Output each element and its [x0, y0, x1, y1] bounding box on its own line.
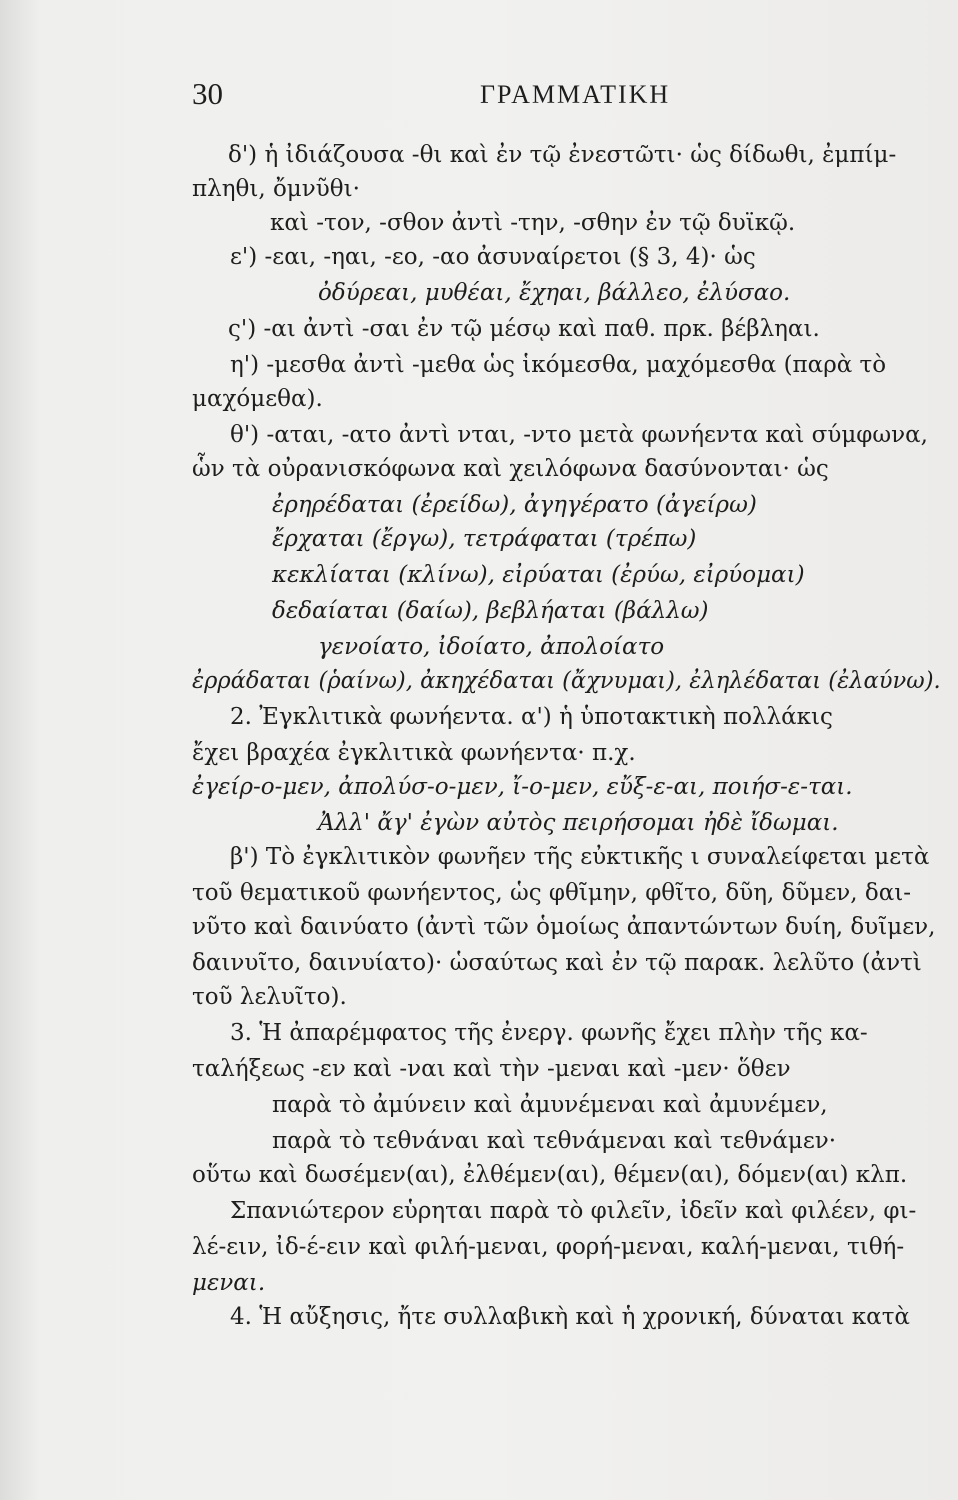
running-title: ΓΡΑΜΜΑΤΙΚΗ [480, 80, 671, 109]
text-line: Ἀλλ' ἄγ' ἐγὼν αὐτὸς πειρήσομαι ἠδὲ ἴδωμαι. [318, 810, 839, 836]
text-line: ὧν τὰ οὐρανισκόφωνα καὶ χειλόφωνα δασύνονται· ὡς [192, 456, 829, 482]
text-line: νῦτο καὶ δαινύατο (ἀντὶ τῶν ὁμοίως ἀπαντώντων δυίη, δυῖμεν, [192, 914, 936, 940]
text-line: τοῦ λελυῖτο). [192, 984, 347, 1010]
text-line: παρὰ τὸ ἀμύνειν καὶ ἀμυνέμεναι καὶ ἀμυνέμεν, [272, 1092, 828, 1118]
text-line: πληθι, ὄμνῦθι· [192, 176, 360, 202]
text-line: δ') ἡ ἰδιάζουσα -θι καὶ ἐν τῷ ἐνεστῶτι· ὡς δίδωθι, ἐμπίμ- [228, 142, 897, 168]
text-line: ε') -εαι, -ηαι, -εο, -αο ἀσυναίρετοι (§ 3, 4)· ὡς [230, 244, 756, 270]
text-line: δαινυῖτο, δαινυίατο)· ὡσαύτως καὶ ἐν τῷ παρακ. λελῦτο (ἀντὶ [192, 950, 922, 976]
section-heading-line: 3. Ἡ ἀπαρέμφατος τῆς ἐνεργ. φωνῆς ἔχει πλὴν τῆς κα- [230, 1020, 868, 1046]
text-line: δεδαίαται (δαίω), βεβλήαται (βάλλω) [272, 598, 709, 624]
text-line: λέ-ειν, ἰδ-έ-ειν καὶ φιλή-μεναι, φορή-μεναι, καλή-μεναι, τιθή- [192, 1234, 905, 1260]
text-line: ἔχει βραχέα ἐγκλιτικὰ φωνήεντα· π.χ. [192, 740, 636, 766]
text-line: μαχόμεθα). [192, 386, 323, 412]
page-number: 30 [192, 76, 223, 111]
text-line: ἐγείρ-ο-μεν, ἀπολύσ-ο-μεν, ἴ-ο-μεν, εὔξ-ε-αι, ποιήσ-ε-ται. [192, 774, 853, 800]
text-line: οὕτω καὶ δωσέμεν(αι), ἐλθέμεν(αι), θέμεν(αι), δόμεν(αι) κλπ. [192, 1162, 908, 1188]
text-line: καὶ -τον, -σθον ἀντὶ -την, -σθην ἐν τῷ δυϊκῷ. [270, 210, 796, 236]
text-line: ἔρχαται (ἔργω), τετράφαται (τρέπω) [272, 526, 697, 552]
text-line: μεναι. [192, 1270, 266, 1296]
text-line: γενοίατο, ἰδοίατο, ἀπολοίατο [318, 634, 665, 660]
text-line: παρὰ τὸ τεθνάναι καὶ τεθνάμεναι καὶ τεθνάμεν· [272, 1128, 837, 1154]
text-line: ὀδύρεαι, μυθέαι, ἔχηαι, βάλλεο, ἐλύσαο. [318, 280, 791, 306]
section-heading-line: 4. Ἡ αὔξησις, ἤτε συλλαβικὴ καὶ ἡ χρονική, δύναται κατὰ [230, 1304, 910, 1330]
text-line: θ') -αται, -ατο ἀντὶ νται, -ντο μετὰ φωνήεντα καὶ σύμφωνα, [230, 422, 928, 448]
text-line: ἐρηρέδαται (ἐρείδω), ἀγηγέρατο (ἀγείρω) [272, 492, 757, 518]
section-heading-line: 2. Ἐγκλιτικὰ φωνήεντα. α') ἡ ὑποτακτικὴ πολλάκις [230, 704, 833, 730]
text-line: κεκλίαται (κλίνω), εἰρύαται (ἐρύω, εἰρύομαι) [272, 562, 805, 588]
text-line: ς') -αι ἀντὶ -σαι ἐν τῷ μέσῳ καὶ παθ. πρκ. βέβληαι. [228, 316, 820, 342]
text-line: ἐρράδαται (ῥαίνω), ἀκηχέδαται (ἄχνυμαι), ἐληλέδαται (ἐλαύνω). [192, 668, 941, 694]
text-line: τοῦ θεματικοῦ φωνήεντος, ὡς φθῖμην, φθῖτο, δῦη, δῦμεν, δαι- [192, 880, 912, 906]
text-line: Σπανιώτερον εὑρηται παρὰ τὸ φιλεῖν, ἰδεῖν καὶ φιλέεν, φι- [230, 1198, 917, 1224]
text-line: ταλήξεως -εν καὶ -ναι καὶ τὴν -μεναι καὶ -μεν· ὅθεν [192, 1056, 791, 1082]
text-line: β') Τὸ ἐγκλιτικὸν φωνῆεν τῆς εὐκτικῆς ι συναλείφεται μετὰ [230, 844, 930, 870]
text-line: η') -μεσθα ἀντὶ -μεθα ὡς ἱκόμεσθα, μαχόμεσθα (παρὰ τὸ [230, 352, 887, 378]
